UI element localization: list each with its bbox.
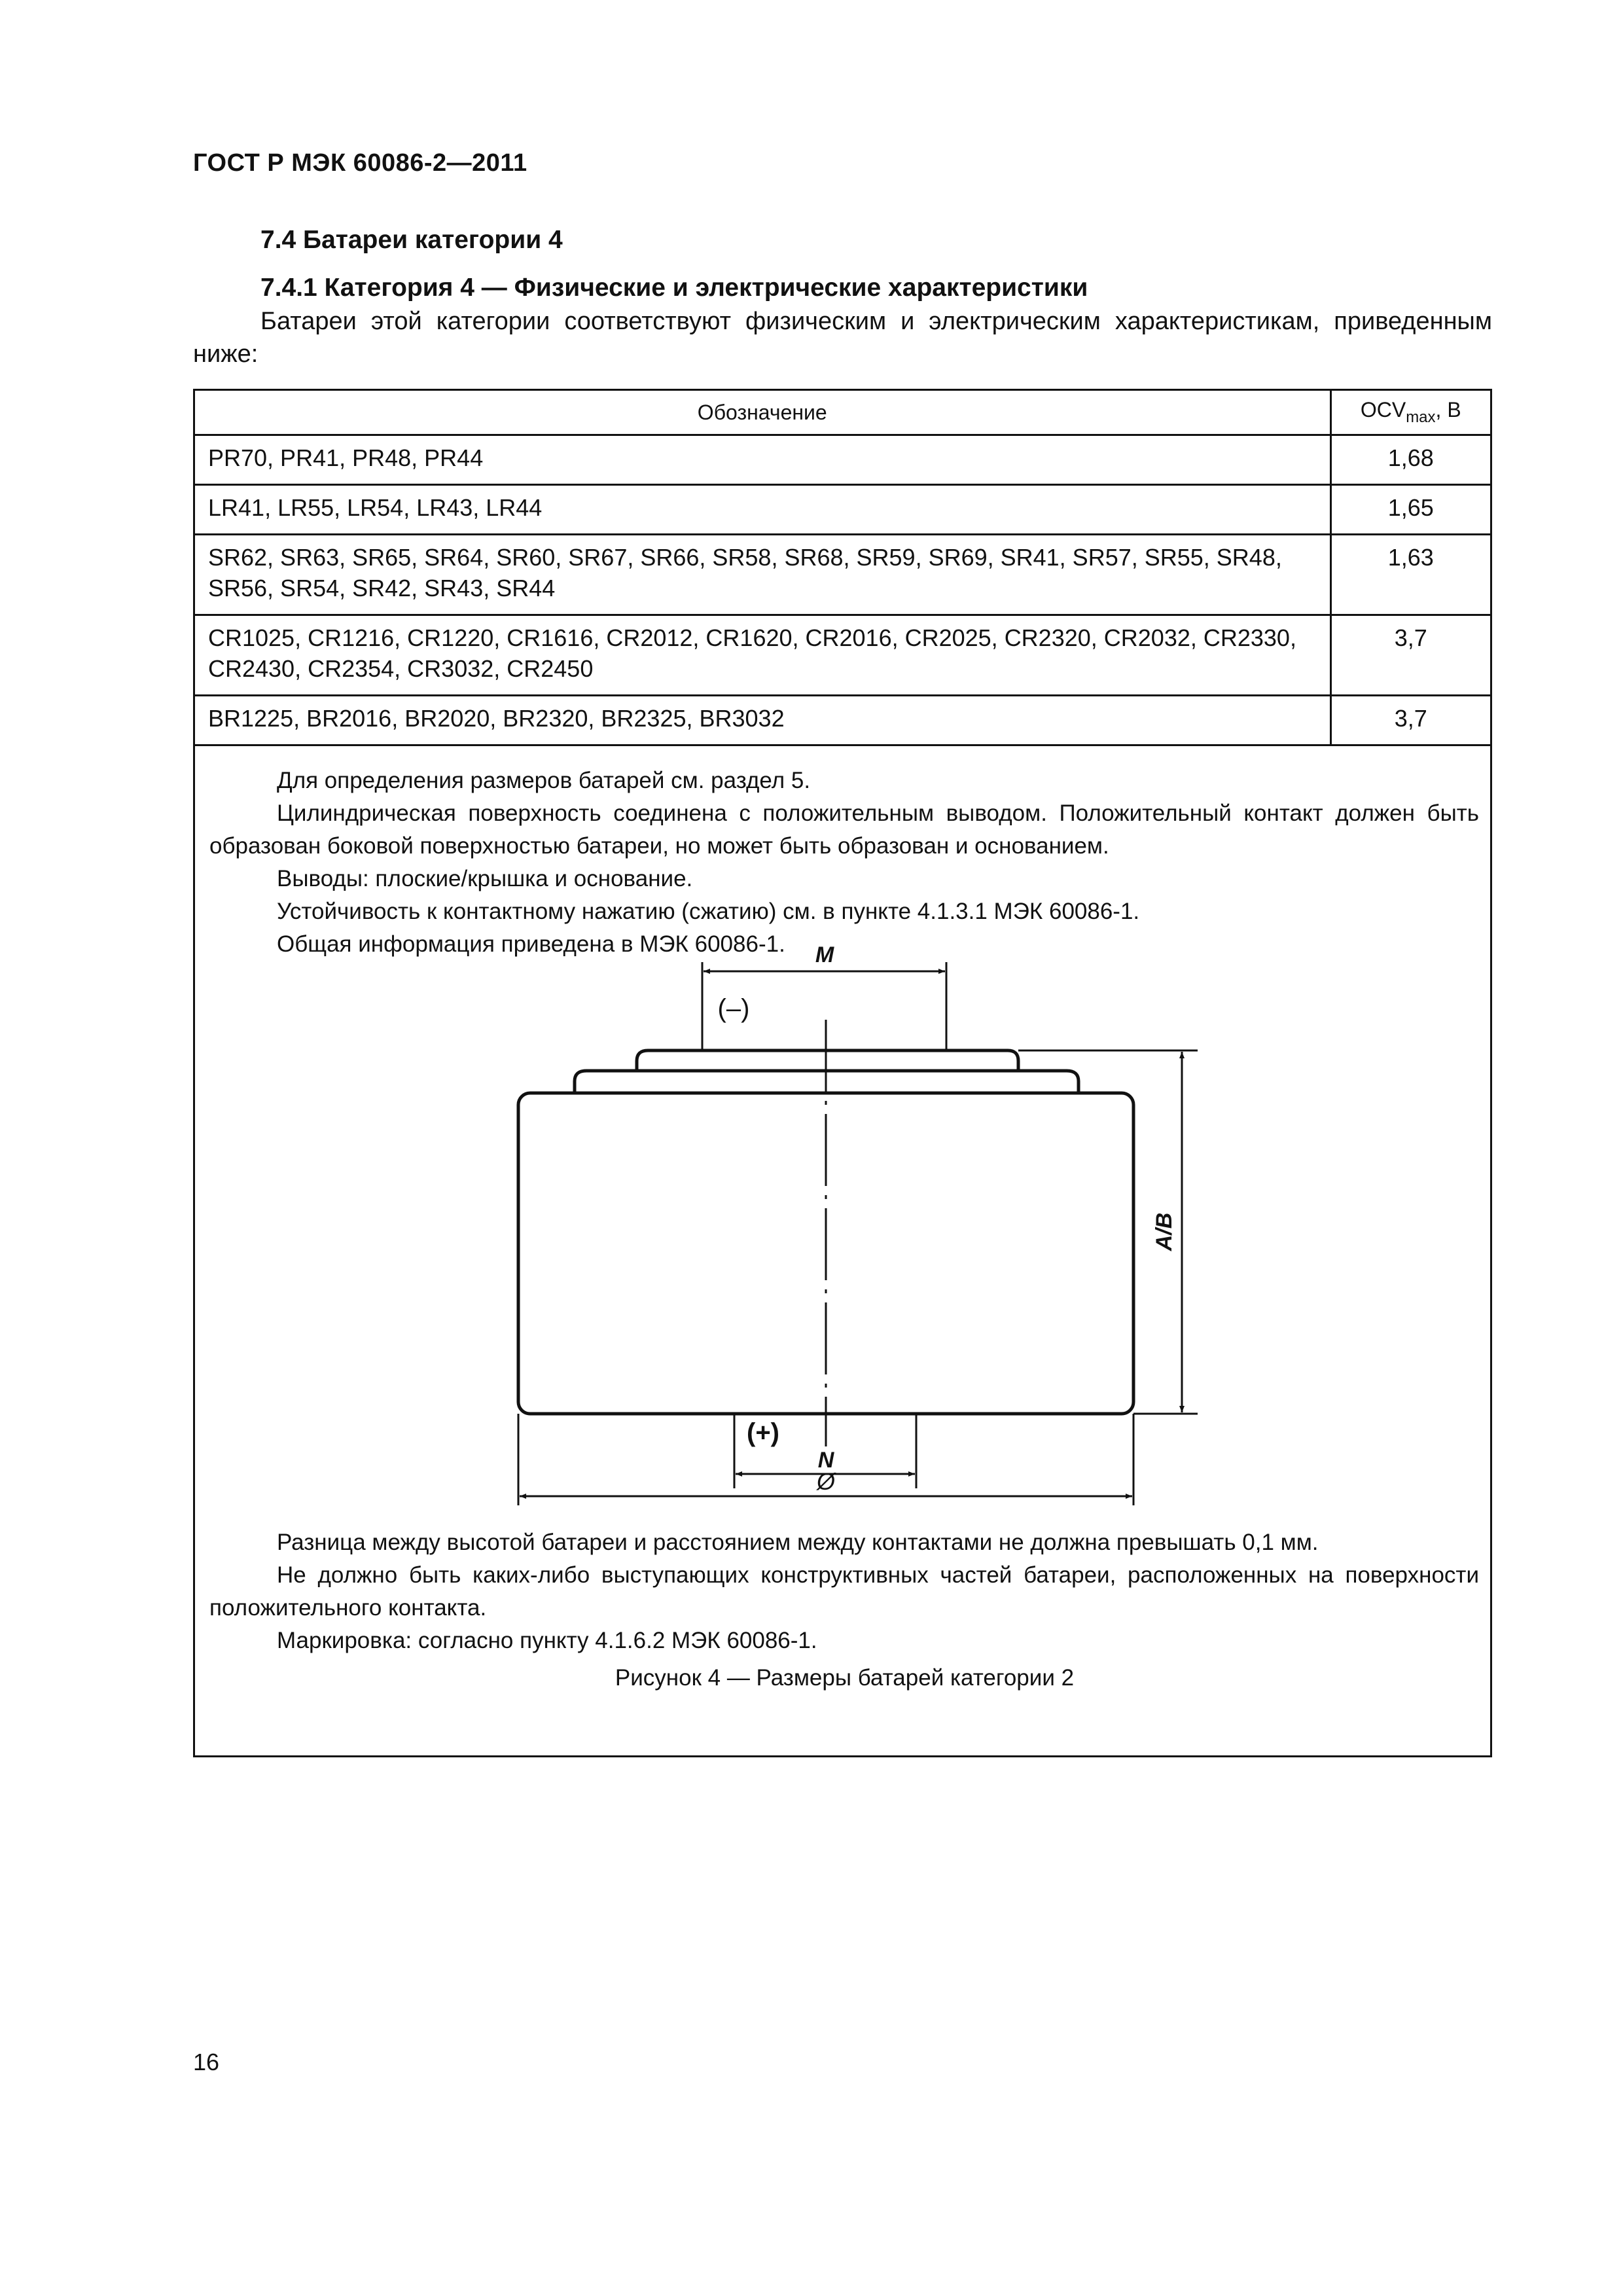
note-paragraph: Разница между высотой батареи и расстоянием между контактами не должна превышать 0,1 мм. [277,1530,1319,1555]
ocv-header-unit: , В [1435,398,1461,422]
figure-caption: Рисунок 4 — Размеры батарей категории 2 [615,1665,1075,1691]
table-row [194,435,1491,485]
table-row [194,696,1491,745]
label-minus: (–) [717,994,750,1023]
ocv-header [1330,390,1491,435]
label-plus: (+) [747,1418,779,1447]
label-m: M [815,942,834,967]
note-paragraph: Маркировка: согласно пункту 4.1.6.2 МЭК 60086-1. [277,1628,817,1653]
label-n: N [817,1448,834,1473]
section-title: 7.4 Батареи категории 4 [260,226,563,254]
ocv-header-main: OCV [1360,398,1406,422]
note-paragraph: Устойчивость к контактному нажатию (сжатию) см. в пункте 4.1.3.1 МЭК 60086-1. [277,899,1140,924]
table-row [194,535,1491,615]
subsection-title: 7.4.1 Категория 4 — Физические и электрические характеристики [260,274,1088,302]
designation-header: Обозначение [194,390,1331,435]
designation-cell: BR1225, BR2016, BR2020, BR2320, BR2325, BR3032 [194,696,1331,745]
notes-after-figure [209,1526,1479,1657]
table-row [194,485,1491,535]
ocv-cell: 3,7 [1330,615,1491,696]
designation-cell: PR70, PR41, PR48, PR44 [194,435,1331,485]
label-diameter: Ø [816,1468,836,1495]
note-paragraph: Не должно быть каких-либо выступающих конструктивных частей батареи, расположенных на поверхности положительного контакта. [209,1562,1479,1621]
intro-paragraph: Батареи этой категории соответствуют физическим и электрическим характеристикам, приведенным ниже: [193,308,1492,368]
ocv-cell: 3,7 [1330,696,1491,745]
ocv-cell: 1,68 [1330,435,1491,485]
note-paragraph: Для определения размеров батарей см. раздел 5. [277,768,811,793]
label-ab: A/B [1152,1212,1177,1251]
ocv-cell: 1,63 [1330,535,1491,615]
characteristics-table [193,389,1492,1757]
note-paragraph: Выводы: плоские/крышка и основание. [277,866,693,891]
notes-cell [194,745,1491,1757]
designation-cell: LR41, LR55, LR54, LR43, LR44 [194,485,1331,535]
ocv-header-sub: max [1406,408,1436,426]
page-number: 16 [193,2049,220,2075]
designation-cell: CR1025, CR1216, CR1220, CR1616, CR2012, CR1620, CR2016, CR2025, CR2320, CR2032, CR2330, CR2430, CR2354, CR3032, CR2450 [194,615,1331,696]
notes-row [194,745,1491,1757]
ocv-cell: 1,65 [1330,485,1491,535]
note-paragraph: Общая информация приведена в МЭК 60086-1. [277,931,785,957]
table-header-row [194,390,1491,435]
designation-cell: SR62, SR63, SR65, SR64, SR60, SR67, SR66, SR58, SR68, SR59, SR69, SR41, SR57, SR55, SR48, SR56, SR54, SR42, SR43, SR44 [194,535,1331,615]
document-code: ГОСТ Р МЭК 60086-2—2011 [193,149,527,177]
note-paragraph: Цилиндрическая поверхность соединена с положительным выводом. Положительный контакт должен быть образован боковой поверхностью батареи, но может быть образован и основанием. [209,800,1479,859]
table-row [194,615,1491,696]
battery-cap [637,1050,1018,1071]
